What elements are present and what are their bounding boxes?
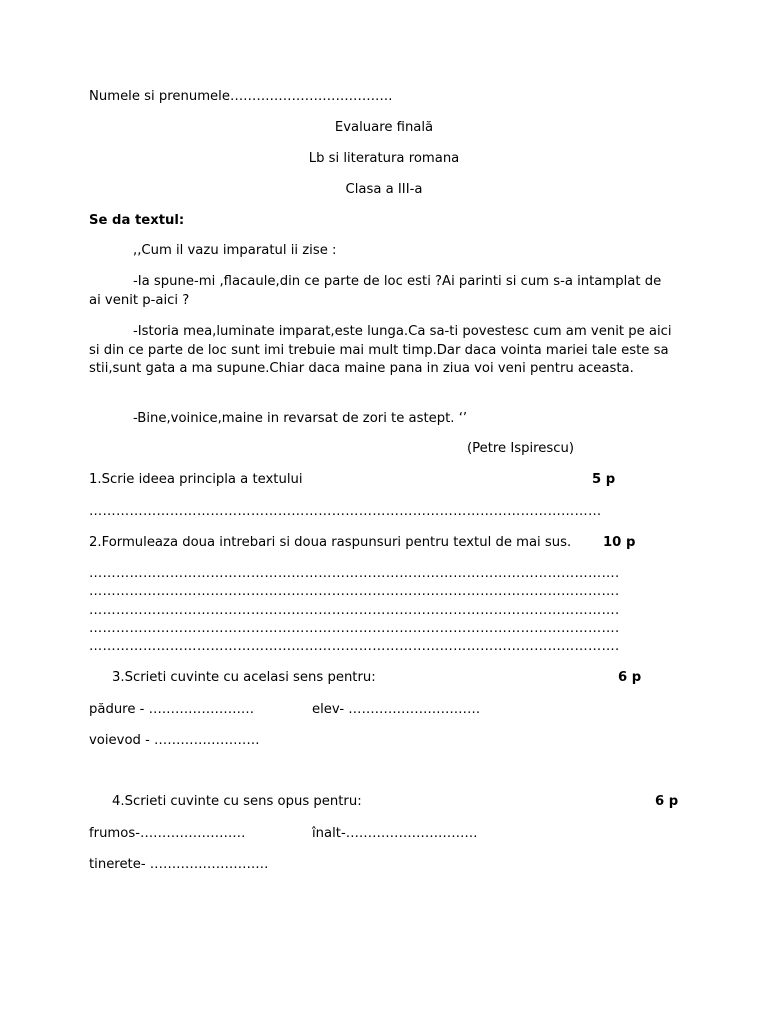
text-author: (Petre Ispirescu) [467,441,575,456]
question-2-answer-line[interactable]: ………………………………………………………………………………………………………. [89,621,620,636]
question-4-item-inalt[interactable]: înalt-………………………… [312,826,478,841]
question-4-item-frumos[interactable]: frumos-…………………… [89,826,246,841]
question-4-item-tinerete[interactable]: tinerete- ……………………… [89,857,269,872]
question-2-text: 2.Formuleaza doua intrebari si doua raspunsuri pentru textul de mai sus. [89,535,572,550]
grade-title: Clasa a III-a [345,182,423,197]
question-3-item-elev[interactable]: elev- ………………………… [312,702,481,717]
text-paragraph-answer: -Istoria mea,luminate imparat,este lunga.Ca sa-ti povestesc cum am venit pe aici si din ce parte de loc sunt imi trebuie mai mult timp.Dar daca vointa mariei tale este sa stii,sunt gata a ma supune.Chiar daca maine pana in ziua voi veni pentru aceasta. [89,324,672,376]
document-title: Evaluare finală [334,120,434,135]
question-1-answer-line[interactable]: …………………………………………………………………………………………………… [89,504,602,519]
question-2-answer-line[interactable]: ………………………………………………………………………………………………………. [89,603,620,618]
question-3-points: 6 p [618,670,642,685]
name-field[interactable]: Numele si prenumele………………………………. [89,89,393,104]
question-1-text: 1.Scrie ideea principla a textului [89,472,303,487]
question-2-answer-line[interactable]: ………………………………………………………………………………………………………. [89,639,620,654]
question-3-text: 3.Scrieti cuvinte cu acelasi sens pentru: [112,670,376,685]
question-2-answer-line[interactable]: ………………………………………………………………………………………………………. [89,584,620,599]
question-4-points: 6 p [655,794,679,809]
question-2-answer-line[interactable]: ………………………………………………………………………………………………………. [89,566,620,581]
text-line-intro: ,,Cum il vazu imparatul ii zise : [133,243,337,258]
text-heading: Se da textul: [89,213,185,228]
question-4-text: 4.Scrieti cuvinte cu sens opus pentru: [112,794,362,809]
text-paragraph-question: -Ia spune-mi ,flacaule,din ce parte de loc esti ?Ai parinti si cum s-a intamplat de ai venit p-aici ? [89,274,662,308]
question-2-points: 10 p [603,535,636,550]
question-3-item-padure[interactable]: pădure - …………………… [89,702,255,717]
text-line-closing: -Bine,voinice,maine in revarsat de zori te astept. ‘’ [133,411,468,426]
question-3-item-voievod[interactable]: voievod - …………………… [89,733,260,748]
question-1-points: 5 p [592,472,616,487]
subject-title: Lb si literatura romana [308,151,460,166]
